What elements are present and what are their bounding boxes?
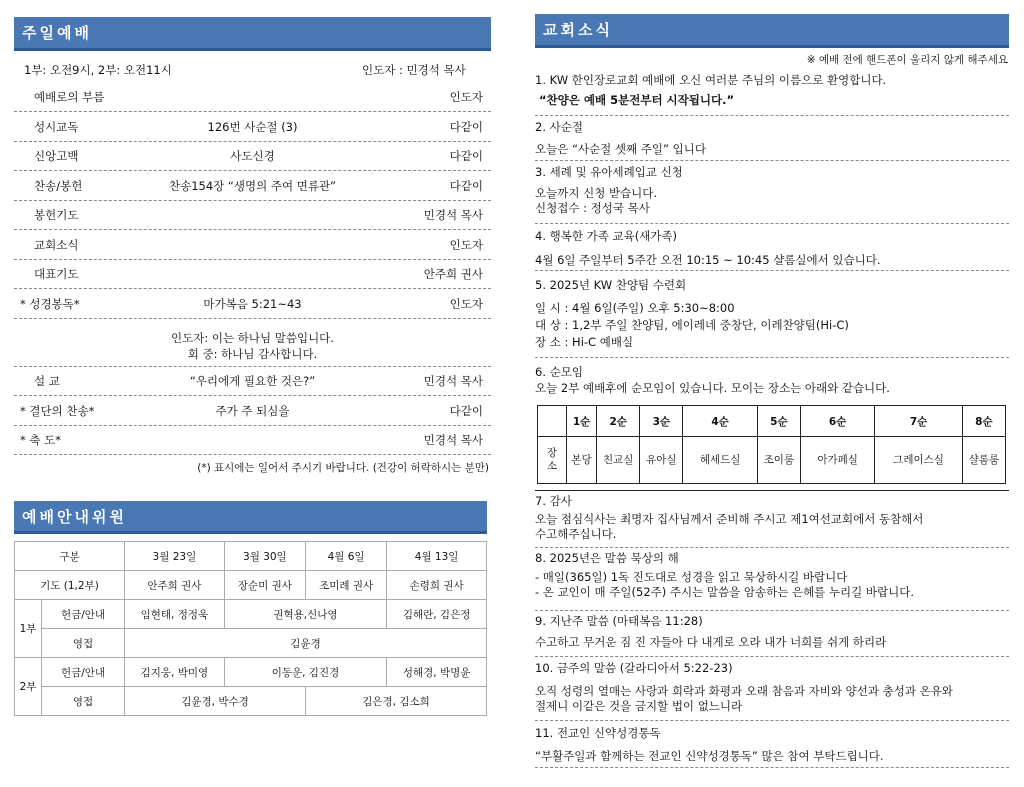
offering-names: 임현태, 정정욱 (125, 600, 225, 629)
welcome-label: 영접 (42, 687, 125, 716)
prayer-name: 조미례 권사 (305, 571, 386, 600)
order-item-label: 성시교독 (34, 119, 79, 134)
prayer-name: 손령희 권사 (387, 571, 487, 600)
news-body: 대 상 : 1,2부 주일 찬양팀, 에이레네 중창단, 이레찬양팀(Hi-C) (535, 318, 849, 332)
offering-names: 이동운, 김진경 (224, 658, 386, 687)
fam-row-label: 장소 (538, 437, 567, 484)
order-row (14, 172, 491, 201)
news-header: 교회소식 (535, 14, 1009, 48)
news-item-9 (535, 612, 1009, 657)
order-item-leader: 인도자 (449, 90, 483, 104)
service-1-label: 1부 (15, 600, 42, 658)
order-row (14, 426, 491, 455)
order-row (14, 367, 491, 396)
fam-place: 샬롬룸 (962, 437, 1005, 484)
order-item-detail: 마가복음 5:21~43 (203, 296, 302, 311)
news-title: 4. 행복한 가족 교육(새가족) (535, 229, 678, 243)
order-item-leader: 다같이 (449, 403, 483, 418)
order-item-label: 예배로의 부름 (34, 90, 105, 104)
news-body: - 매일(365일) 1독 진도대로 성경을 읽고 묵상하시길 바랍니다 (535, 570, 848, 584)
fam-head: 3순 (640, 406, 683, 437)
order-item-detail: 주가 주 되심을 (215, 403, 290, 418)
news-item-3 (535, 162, 1009, 224)
news-body: 오늘까지 신청 받습니다. (535, 186, 658, 200)
news-title: 5. 2025년 KW 찬양팀 수련회 (535, 278, 687, 292)
order-item-label: * 성경봉독* (20, 296, 80, 311)
order-item-label: 찬송/봉헌 (34, 178, 83, 193)
welcome-label: 영접 (42, 629, 125, 658)
order-item-label: 신앙고백 (34, 149, 79, 163)
order-row (14, 290, 491, 319)
news-title: 7. 감사 (535, 494, 572, 508)
fam-place: 본당 (567, 437, 597, 484)
news-body: 4월 6일 주일부터 5주간 오전 10:15 ~ 10:45 샬롬실에서 있습니다. (535, 253, 881, 267)
fam-place: 그레이스실 (875, 437, 962, 484)
news-title: 1. KW 한인장로교회 예배에 오신 여러분 주님의 이름으로 환영합니다. (535, 73, 887, 87)
order-item-detail: 찬송154장 “생명의 주여 면류관” (168, 178, 337, 193)
order-item-leader: 다같이 (449, 178, 483, 193)
order-item-leader: 민경석 목사 (423, 374, 483, 388)
order-item-detail: 126번 사순절 (3) (207, 119, 298, 134)
fam-place: 친교실 (597, 437, 640, 484)
fam-corner (538, 406, 567, 437)
order-item-leader: 인도자 (449, 296, 483, 311)
phone-note: ※ 예배 전에 핸드폰이 울리지 않게 해주세요 (806, 54, 1008, 66)
order-item-leader: 다같이 (449, 119, 483, 134)
prayer-name: 장순미 권사 (224, 571, 305, 600)
news-title: 10. 금주의 말씀 (갈라디아서 5:22-23) (535, 661, 733, 675)
news-body: 오직 성령의 열매는 사랑과 희락과 화평과 오래 참음과 자비와 양선과 충성과 온유와 (535, 684, 953, 698)
offering-label: 헌금/안내 (42, 658, 125, 687)
fam-head: 2순 (597, 406, 640, 437)
news-item-2 (535, 117, 1009, 161)
order-row (14, 83, 491, 112)
order-item-leader: 다같이 (449, 149, 483, 163)
news-body: 신청접수 : 정성국 목사 (535, 201, 650, 215)
news-body: 오늘 2부 예배후에 순모임이 있습니다. 모이는 장소는 아래와 같습니다. (535, 381, 890, 395)
order-item-label: 설 교 (34, 374, 60, 388)
news-body: - 온 교인이 매 주일(52주) 주시는 말씀을 암송하는 은혜를 누리길 바랍니다. (535, 585, 915, 599)
news-body: “부활주일과 함께하는 전교인 신약성경통독” 많은 참여 부탁드립니다. (535, 749, 884, 763)
fam-head: 7순 (875, 406, 962, 437)
news-body: 일 시 : 4월 6일(주일) 오후 5:30~8:00 (535, 301, 735, 315)
service-2-label: 2부 (15, 658, 42, 716)
welcome-names: 김윤경, 박수경 (125, 687, 306, 716)
news-title: 9. 지난주 말씀 (마태복음 11:28) (535, 614, 703, 628)
news-body: 절제니 이같은 것을 금지할 법이 없느니라 (535, 699, 743, 713)
order-item-leader: 민경석 목사 (423, 433, 483, 447)
order-row (14, 142, 491, 171)
order-item-label: 교회소식 (34, 237, 79, 252)
usher-date: 3월 30일 (224, 542, 305, 571)
order-item-detail: 사도신경 (230, 149, 275, 163)
presider: 인도자 : 민경석 목사 (362, 63, 466, 77)
offering-label: 헌금/안내 (42, 600, 125, 629)
offering-names: 김해란, 김은정 (387, 600, 487, 629)
welcome-names: 김은경, 김소희 (305, 687, 486, 716)
prayer-label: 기도 (1,2부) (15, 571, 125, 600)
news-title: 6. 순모임 (535, 365, 583, 379)
order-item-label: 봉헌기도 (34, 208, 79, 222)
fam-head: 4순 (683, 406, 757, 437)
fam-place: 유아실 (640, 437, 683, 484)
usher-table (14, 541, 487, 716)
order-row (14, 260, 491, 289)
order-item-label: 대표기도 (34, 267, 79, 281)
news-title: 11. 전교인 신약성경통독 (535, 726, 661, 740)
fam-head: 5순 (757, 406, 800, 437)
offering-names: 성해경, 박명윤 (387, 658, 487, 687)
fam-place: 조이룸 (757, 437, 800, 484)
usher-date: 4월 13일 (387, 542, 487, 571)
stand-note: (*) 표시에는 일어서 주시기 바랍니다. (건강이 허락하시는 분만) (197, 462, 489, 474)
news-item-11 (535, 722, 1009, 768)
news-item-4 (535, 225, 1009, 271)
news-body: 장 소 : Hi-C 예배실 (535, 335, 634, 349)
news-body: 오늘은 “사순절 셋째 주일” 입니다 (535, 142, 706, 156)
news-item-8 (535, 549, 1009, 611)
news-body: 오늘 점심식사는 최명자 집사님께서 준비해 주시고 제1여선교회에서 동참해서 (535, 512, 924, 526)
usher-date: 4월 6일 (305, 542, 386, 571)
response-line-1: 인도자: 이는 하나님 말씀입니다. (171, 331, 334, 345)
news-body: 수고해주십니다. (535, 527, 617, 541)
fam-head: 6순 (800, 406, 874, 437)
order-row (14, 201, 491, 230)
news-body: 수고하고 무거운 짐 진 자들아 다 내게로 오라 내가 너희를 쉬게 하리라 (535, 635, 887, 649)
order-item-detail: “우리에게 필요한 것은?” (189, 374, 316, 388)
fam-head: 8순 (962, 406, 1005, 437)
worship-header: 주일예배 (14, 17, 491, 51)
order-item-label: * 축 도* (20, 433, 62, 447)
fam-place: 헤세드실 (683, 437, 757, 484)
order-item-leader: 인도자 (449, 237, 483, 252)
fam-place: 아가페실 (800, 437, 874, 484)
usher-col-header: 구분 (15, 542, 125, 571)
response-line-2: 회 중: 하나님 감사합니다. (187, 347, 318, 361)
usher-date: 3월 23일 (125, 542, 225, 571)
order-item-leader: 민경석 목사 (423, 208, 483, 222)
news-title: 8. 2025년은 말씀 묵상의 해 (535, 551, 679, 565)
offering-names: 권혁용,신나영 (224, 600, 386, 629)
news-item-10 (535, 658, 1009, 721)
offering-names: 김지웅, 박미영 (125, 658, 225, 687)
order-item-label: * 결단의 찬송* (20, 403, 95, 418)
prayer-name: 안주희 권사 (125, 571, 225, 600)
welcome-names: 김윤경 (125, 629, 487, 658)
fam-head: 1순 (567, 406, 597, 437)
news-item-1 (535, 70, 1009, 116)
service-times: 1부: 오전9시, 2부: 오전11시 (24, 63, 172, 77)
usher-header: 예배안내위원 (14, 501, 487, 534)
order-row (14, 113, 491, 142)
order-item-leader: 안주희 권사 (423, 267, 483, 281)
order-row (14, 231, 491, 260)
news-item-5 (535, 272, 1009, 358)
news-body: “찬양은 예배 5분전부터 시작됩니다.” (539, 93, 735, 107)
family-meeting-table (537, 405, 1006, 484)
order-row (14, 397, 491, 426)
news-title: 3. 세례 및 유아세례입교 신청 (535, 165, 683, 179)
news-title: 2. 사순절 (535, 120, 583, 134)
news-item-7 (535, 492, 1009, 548)
